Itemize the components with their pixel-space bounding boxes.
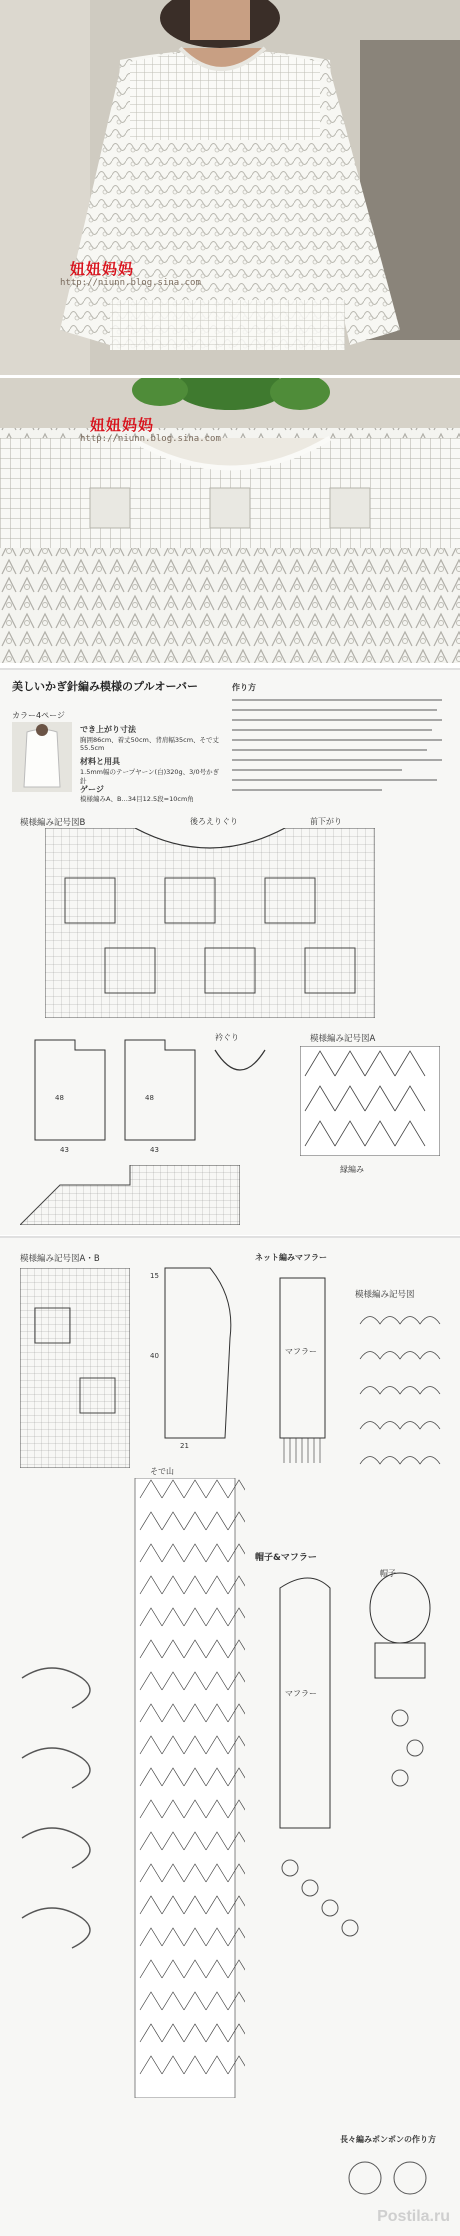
hat-muffler-title: 帽子&マフラー [255, 1553, 317, 1563]
back-neck-label: 後ろえりぐり [190, 817, 238, 826]
pattern-page-1 [0, 668, 460, 1235]
chart-a-title: 模様編み記号図A [310, 1034, 376, 1044]
net-muffler-diagram [260, 1268, 350, 1468]
schematic-pieces [15, 1030, 215, 1160]
size-heading: でき上がり寸法 [80, 725, 136, 734]
chart-a-lace [300, 1046, 440, 1156]
svg-text:15: 15 [150, 1272, 159, 1280]
sleeve-schematic [150, 1258, 240, 1448]
watermark-brand-1: 妞妞妈妈 [70, 260, 135, 278]
chart-b-grid [45, 828, 375, 1018]
site-watermark: Postila.ru [377, 2208, 450, 2225]
stitch-illustrations [12, 1658, 122, 1988]
watermark-url-2: http://niunn.blog.sina.com [80, 434, 221, 444]
pattern-page-2 [0, 1236, 460, 2236]
pattern-title: 美しいかぎ針編み模様のプルオーバー [12, 680, 199, 693]
photo-closeup [0, 378, 460, 663]
svg-text:43: 43 [60, 1146, 69, 1154]
svg-text:40: 40 [150, 1352, 159, 1360]
svg-text:48: 48 [55, 1094, 64, 1102]
gauge-text: 模様編みA、B…34目12.5段=10cm角 [80, 795, 194, 803]
chart-ab-title: 模様編み記号図A・B [20, 1254, 100, 1264]
muffler-label-2: マフラー [285, 1689, 317, 1698]
size-text: 胸囲86cm、着丈50cm、背肩幅35cm、そで丈55.5cm [80, 736, 220, 752]
pullover-photo-2 [0, 378, 460, 663]
sleeve-grid [20, 1268, 130, 1468]
watermark-brand-2: 妞妞妈妈 [90, 416, 155, 434]
hat-label: 帽子 [380, 1569, 396, 1578]
svg-text:48: 48 [145, 1094, 154, 1102]
edge-label: 縁編み [340, 1165, 364, 1174]
svg-text:21: 21 [180, 1442, 189, 1448]
pullover-photo-1 [0, 0, 460, 375]
steps-heading: 作り方 [232, 683, 256, 692]
front-drop-label: 前下がり [310, 817, 342, 826]
sleeve-lace-chart [125, 1478, 245, 2098]
pattern-subtitle: カラー4ページ [12, 711, 65, 720]
net-pattern-chart [355, 1304, 450, 1504]
hat-muffler-diagram [250, 1568, 450, 1988]
pattern-chart-title: 模様編み記号図 [355, 1290, 415, 1300]
steps-text-block [232, 694, 447, 804]
collar-diagram [210, 1045, 270, 1090]
photo-model [0, 0, 460, 375]
muffler-label-1: マフラー [285, 1347, 317, 1356]
chart-b-title: 模様編み記号図B [20, 818, 86, 828]
thumbnail-photo [12, 722, 72, 792]
pompom-title: 長々編みポンポンの作り方 [340, 2135, 436, 2144]
material-heading: 材料と用具 [80, 757, 120, 766]
watermark-url-1: http://niunn.blog.sina.com [60, 278, 201, 288]
collar-label: 衿ぐり [215, 1033, 239, 1042]
neckline-chart [20, 1165, 240, 1225]
net-muffler-title: ネット編みマフラー [255, 1253, 327, 1262]
svg-text:43: 43 [150, 1146, 159, 1154]
pompom-diagram [340, 2148, 440, 2208]
gauge-heading: ゲージ [80, 785, 104, 794]
sleeve-cap-label: そで山 [150, 1467, 174, 1476]
material-text: 1.5mm幅のテープヤーン(白)320g、3/0号かぎ針 [80, 768, 220, 785]
